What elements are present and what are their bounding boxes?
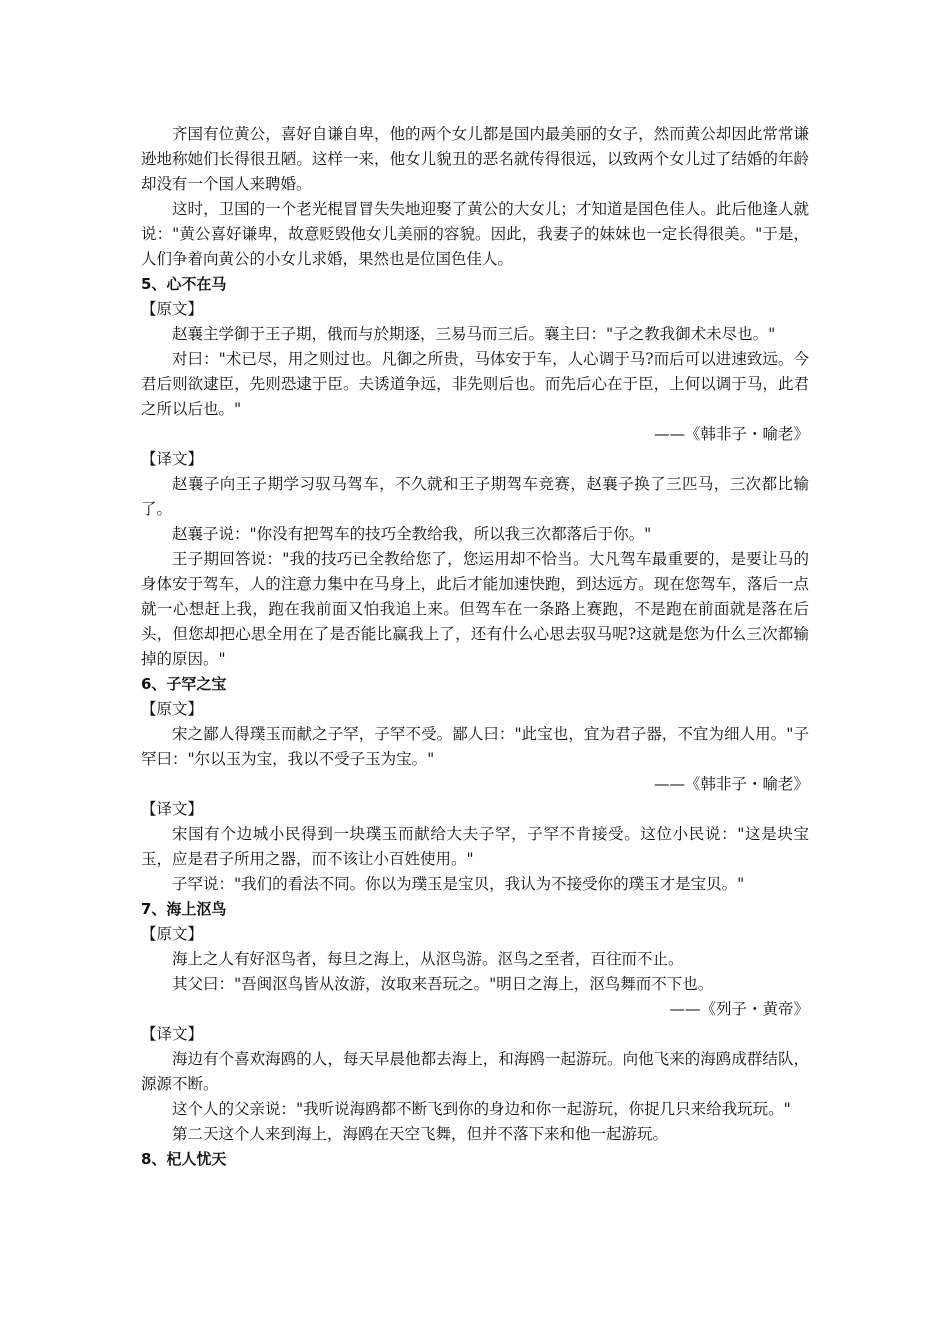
paragraph: 子罕说："我们的看法不同。你以为璞玉是宝贝，我认为不接受你的璞玉才是宝贝。": [172, 875, 745, 893]
paragraph: 第二天这个人来到海上，海鸥在天空飞舞，但并不落下来和他一起游玩。: [172, 1125, 669, 1143]
original-text-label: 【原文】: [141, 300, 204, 318]
paragraph: 对曰："术已尽，用之则过也。凡御之所贵，马体安于车，人心调于马?而后可以进速致远。今君后则欲逮臣，先则恐逮于臣。夫诱道争远，非先则后也。而先后心在于臣，上何以调于马，此君之所以后也。": [141, 350, 809, 418]
source-citation: ——《韩非子・喻老》: [653, 425, 809, 443]
paragraph: 这时，卫国的一个老光棍冒冒失失地迎娶了黄公的大女儿；才知道是国色佳人。此后他逢人就说："黄公喜好谦卑，故意贬毁他女儿美丽的容貌。因此，我妻子的妹妹也一定长得很美。"于是，人们争着向黄公的小女儿求婚，果然也是位国色佳人。: [141, 200, 809, 268]
translation-label: 【译文】: [141, 450, 204, 468]
paragraph: 宋之鄙人得璞玉而献之子罕，子罕不受。鄙人曰："此宝也，宜为君子器，不宜为细人用。"子罕曰："尔以玉为宝，我以不受子玉为宝。": [141, 725, 809, 768]
document-page: [141, 122, 809, 1172]
paragraph: 齐国有位黄公，喜好自谦自卑，他的两个女儿都是国内最美丽的女子，然而黄公却因此常常谦逊地称她们长得很丑陋。这样一来，他女儿貌丑的恶名就传得很远，以致两个女儿过了结婚的年龄却没有一个国人来聘婚。: [141, 125, 809, 193]
section-heading: 8、杞人忧天: [141, 1150, 227, 1168]
paragraph: 王子期回答说："我的技巧已全教给您了，您运用却不恰当。大凡驾车最重要的，是要让马的身体安于驾车，人的注意力集中在马身上，此后才能加速快跑，到达远方。现在您驾车，落后一点就一心想赶上我，跑在我前面又怕我追上来。但驾车在一条路上赛跑，不是跑在前面就是落在后头，但您却把心思全用在了是否能比赢我上了，还有什么心思去驭马呢?这就是您为什么三次都输掉的原因。": [141, 550, 809, 668]
section-heading: 6、子罕之宝: [141, 675, 227, 693]
paragraph: 海边有个喜欢海鸥的人，每天早晨他都去海上，和海鸥一起游玩。向他飞来的海鸥成群结队，源源不断。: [141, 1050, 809, 1093]
paragraph: 赵襄子说："你没有把驾车的技巧全教给我，所以我三次都落后于你。": [172, 525, 652, 543]
paragraph: 其父曰："吾闽沤鸟皆从汝游，汝取来吾玩之。"明日之海上，沤鸟舞而不下也。: [172, 975, 714, 993]
paragraph: 海上之人有好沤鸟者，每旦之海上，从沤鸟游。沤鸟之至者，百往而不止。: [172, 950, 684, 968]
translation-label: 【译文】: [141, 800, 204, 818]
section-heading: 5、心不在马: [141, 275, 227, 293]
translation-label: 【译文】: [141, 1025, 204, 1043]
paragraph: 赵襄子向王子期学习驭马驾车，不久就和王子期驾车竞赛，赵襄子换了三匹马，三次都比输了。: [141, 475, 809, 518]
paragraph: 宋国有个边城小民得到一块璞玉而献给大夫子罕，子罕不肯接受。这位小民说："这是块宝玉，应是君子所用之器，而不该让小百姓使用。": [141, 825, 809, 868]
paragraph: 这个人的父亲说："我听说海鸥都不断飞到你的身边和你一起游玩，你捉几只来给我玩玩。": [172, 1100, 791, 1118]
original-text-label: 【原文】: [141, 700, 204, 718]
source-citation: ——《列子・黄帝》: [669, 1000, 809, 1018]
paragraph: 赵襄主学御于王子期，俄而与於期逐，三易马而三后。襄主曰："子之教我御术未尽也。": [172, 325, 776, 343]
section-heading: 7、海上沤鸟: [141, 900, 227, 918]
source-citation: ——《韩非子・喻老》: [653, 775, 809, 793]
original-text-label: 【原文】: [141, 925, 204, 943]
